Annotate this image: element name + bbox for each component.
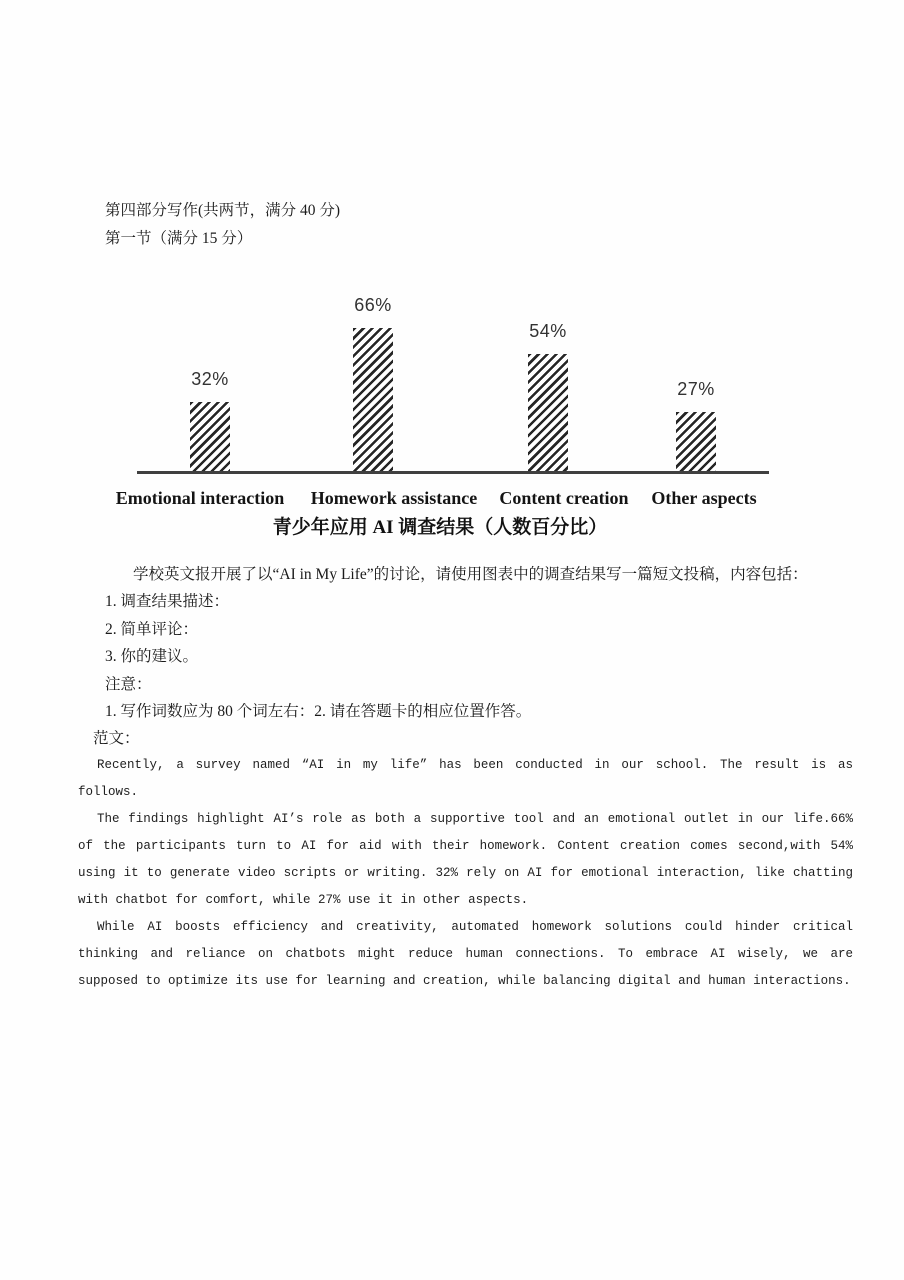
section-heading: 第四部分写作(共两节，满分 40 分) [105, 202, 341, 219]
category-label-content-creation: Content creation [499, 488, 629, 508]
bar-rect [353, 328, 393, 471]
essay-line: The findings highlight AI’s role as both a supportive tool and an emotional outlet in our life.66% [97, 812, 853, 826]
bar-chart [0, 283, 904, 553]
sample-essay-label: 范文： [93, 730, 140, 748]
x-axis-line [137, 471, 769, 474]
bar-rect [190, 402, 230, 471]
bar-value-label: 27% [677, 379, 715, 399]
notes-label: 注意： [105, 675, 152, 693]
bar-group-content-creation [528, 321, 568, 471]
category-label-other-aspects: Other aspects [651, 488, 757, 508]
bar-rect [676, 412, 716, 471]
prompt-block [93, 561, 865, 753]
bar-value-label: 54% [529, 321, 567, 341]
bar-rect [528, 354, 568, 471]
bar-group-homework-assistance [353, 295, 393, 471]
notes-line: 1. 写作词数应为 80 个词左右：2. 请在答题卡的相应位置作答。 [105, 703, 532, 721]
essay-line: thinking and reliance on chatbots might reduce human connections. To embrace AI wisely, we are [78, 947, 853, 961]
category-label-homework-assistance: Homework assistance [310, 488, 478, 508]
subsection-heading: 第一节（满分 15 分） [105, 230, 253, 247]
bar-group-other-aspects [676, 379, 716, 471]
essay-line: using it to generate video scripts or writing. 32% rely on AI for emotional interaction, like chatting [78, 866, 853, 880]
essay-line: Recently, a survey named “AI in my life” has been conducted in our school. The result is as [97, 758, 853, 772]
category-label-emotional-interaction: Emotional interaction [115, 488, 285, 508]
prompt-point-3: 3. 你的建议。 [105, 648, 199, 666]
chart-bars [0, 283, 904, 471]
chart-title: 青少年应用 AI 调查结果（人数百分比） [272, 517, 608, 538]
prompt-point-2: 2. 简单评论： [105, 620, 199, 638]
essay [78, 752, 853, 995]
prompt-point-1: 1. 调查结果描述： [105, 593, 230, 611]
essay-line: supposed to optimize its use for learning and creation, while balancing digital and human interactions. [78, 974, 851, 988]
essay-line: follows. [78, 785, 139, 799]
essay-line: with chatbot for comfort, while 27% use it in other aspects. [78, 893, 529, 907]
essay-line: While AI boosts efficiency and creativity, automated homework solutions could hinder critical [97, 920, 853, 934]
bar-value-label: 66% [354, 295, 392, 315]
essay-line: of the participants turn to AI for aid with their homework. Content creation comes second,with 54% [78, 839, 853, 853]
bar-value-label: 32% [191, 369, 229, 389]
prompt-intro: 学校英文报开展了以“AI in My Life”的讨论，请使用图表中的调查结果写一篇短文投稿，内容包括： [133, 566, 808, 583]
bar-group-emotional-interaction [190, 369, 230, 471]
headings-block [105, 197, 340, 253]
